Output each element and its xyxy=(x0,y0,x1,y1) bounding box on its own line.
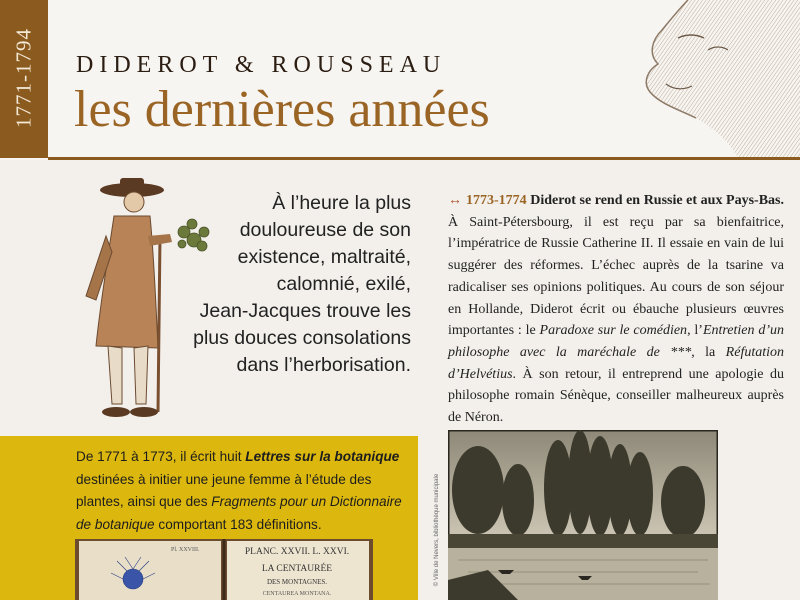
book-line: CENTAUREA MONTANA. xyxy=(262,591,332,597)
diderot-text: , la xyxy=(691,344,726,360)
diderot-paragraph xyxy=(448,190,784,429)
quote-line: douloureuse de son xyxy=(239,219,411,241)
botany-text: De 1771 à 1773, il écrit huit xyxy=(76,449,246,464)
botany-title-fragments: Fragments pour un Dictionnaire de botanique xyxy=(76,494,402,532)
book-line: PLANC. XXVII. L. XXVI. xyxy=(244,547,350,557)
page-title: les dernières années xyxy=(74,81,490,138)
diderot-text: À Saint-Pétersbourg, il est reçu par sa bienfaitrice, l’impératrice de Russie Catherine II. Il essaie en vain de lui suggérer des réformes. L’échec auprès de la tsarine va radicaliser ses opinions politiques. Au cours de son séjour en Hollande, Diderot écrit ou ébauche plusieurs œuvres importantes : le xyxy=(448,214,784,339)
botany-title-lettres: Lettres sur la botanique xyxy=(245,449,400,464)
diderot-text: . À son retour, il entreprend une apologie du philosophe romain Sénèque, conseiller malheureux auprès de Néron. xyxy=(448,366,784,426)
quote-line: calomnié, exilé, xyxy=(276,273,411,295)
lead-sentence: Diderot se rend en Russie et aux Pays-Bas. xyxy=(526,193,784,208)
image-credit-text: © Ville de Nevers, bibliothèque municipale xyxy=(434,473,440,587)
bidirectional-arrow-icon: ↔ xyxy=(448,193,462,208)
book-line: DES MONTAGNES. xyxy=(266,578,328,586)
header-rule xyxy=(48,157,800,160)
work-title-refutation: Réfutation d’Helvétius xyxy=(448,344,784,382)
quote-line: plus douces consolations xyxy=(193,327,411,349)
date-band xyxy=(0,0,48,158)
years-label: 1773-1774 xyxy=(466,193,527,208)
quote-line: Jean-Jacques trouve les xyxy=(199,300,411,322)
botany-paragraph xyxy=(76,446,406,536)
botany-text: comportant 183 définitions. xyxy=(154,516,322,532)
diderot-text: , l’ xyxy=(687,323,703,339)
diderot-portrait-engraving xyxy=(618,0,800,158)
quote-line: À l’heure la plus xyxy=(272,192,411,214)
work-title-paradoxe: Paradoxe sur le comédien xyxy=(539,323,688,339)
botany-book-photo xyxy=(75,539,373,600)
botany-text: destinées à initier une jeune femme à l’étude des plantes, ainsi que des xyxy=(76,471,372,509)
book-line: LA CENTAURÉE xyxy=(261,564,333,574)
landscape-engraving xyxy=(448,430,718,600)
rousseau-quote xyxy=(168,190,411,379)
kicker-title: DIDEROT & ROUSSEAU xyxy=(76,52,447,78)
quote-line: existence, maltraité, xyxy=(237,246,411,268)
header xyxy=(0,0,800,160)
quote-line: dans l’herborisation. xyxy=(236,354,411,376)
book-plate-label: Pl. XXVIII. xyxy=(171,547,200,553)
image-credit xyxy=(432,470,442,590)
date-range: 1771-1794 xyxy=(11,28,36,128)
work-title-entretien: Entretien d’un philosophe avec la maréchale de *** xyxy=(448,323,784,360)
